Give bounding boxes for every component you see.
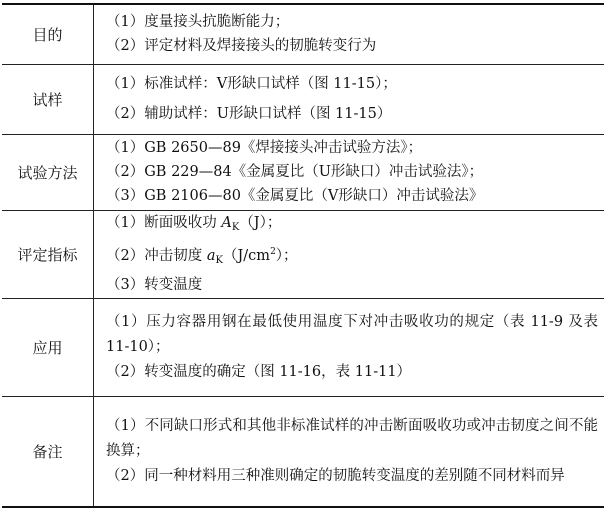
line-text: （J）； [239, 214, 282, 231]
content-line: （2）转变温度的确定（图 11-16，表 11-11） [106, 363, 412, 380]
table-row-specimen [2, 64, 604, 134]
content-line [106, 211, 598, 240]
row-content [94, 210, 605, 298]
superscript-2: 2 [270, 246, 276, 257]
table-row-purpose [2, 4, 604, 64]
content-line: （1）GB 2650—89《焊接接头冲击试验方法》； [106, 140, 423, 156]
row-label: 备注 [2, 396, 94, 507]
row-label: 评定指标 [2, 210, 94, 298]
row-label: 应用 [2, 298, 94, 396]
table-row-test-method [2, 134, 604, 210]
row-content [94, 298, 605, 396]
content-line: （1）压力容器用钢在最低使用温度下对冲击吸收功的规定（表 11-9 及表 11-10）； [106, 313, 598, 355]
content-line: （2）GB 229—84《金属夏比（U形缺口）冲击试验法》； [106, 164, 484, 180]
row-label: 试验方法 [2, 134, 94, 210]
content-line: （3）GB 2106—80《金属夏比（V形缺口）冲击试验法》 [106, 188, 484, 204]
row-content [94, 4, 605, 64]
symbol-A: A [221, 214, 232, 231]
unit-text: （J/cm [222, 247, 271, 264]
impact-test-table [2, 3, 604, 508]
content-line: （1）不同缺口形式和其他非标准试样的冲击断面吸收功或冲击韧度之间不能换算； [106, 417, 598, 459]
row-label: 试样 [2, 64, 94, 134]
content-line: （3）转变温度 [106, 276, 203, 293]
content-line: （1）标准试样：V形缺口试样（图 11-15）； [106, 76, 397, 92]
row-content [94, 134, 605, 210]
subscript-K: K [215, 254, 223, 266]
row-content [94, 64, 605, 134]
content-line [106, 240, 598, 273]
content-line: （2）辅助试样：U形缺口试样（图 11-15） [106, 106, 392, 122]
content-line: （2）评定材料及焊接接头的韧脆转变行为 [106, 38, 377, 55]
row-content [94, 396, 605, 507]
row-label: 目的 [2, 4, 94, 64]
table-row-remarks [2, 396, 604, 507]
line-text: ）； [275, 247, 298, 264]
table-row-application [2, 298, 604, 396]
content-line: （2）同一种材料用三种准则确定的韧脆转变温度的差别随不同材料而异 [106, 467, 565, 484]
line-text: （2）冲击韧度 [106, 247, 207, 264]
symbol-a: a [206, 247, 216, 264]
content-line: （1）度量接头抗脆断能力； [106, 14, 290, 31]
table-row-evaluation-index [2, 210, 604, 298]
line-text: （1）断面吸收功 [106, 214, 222, 231]
subscript-K: K [231, 221, 240, 233]
